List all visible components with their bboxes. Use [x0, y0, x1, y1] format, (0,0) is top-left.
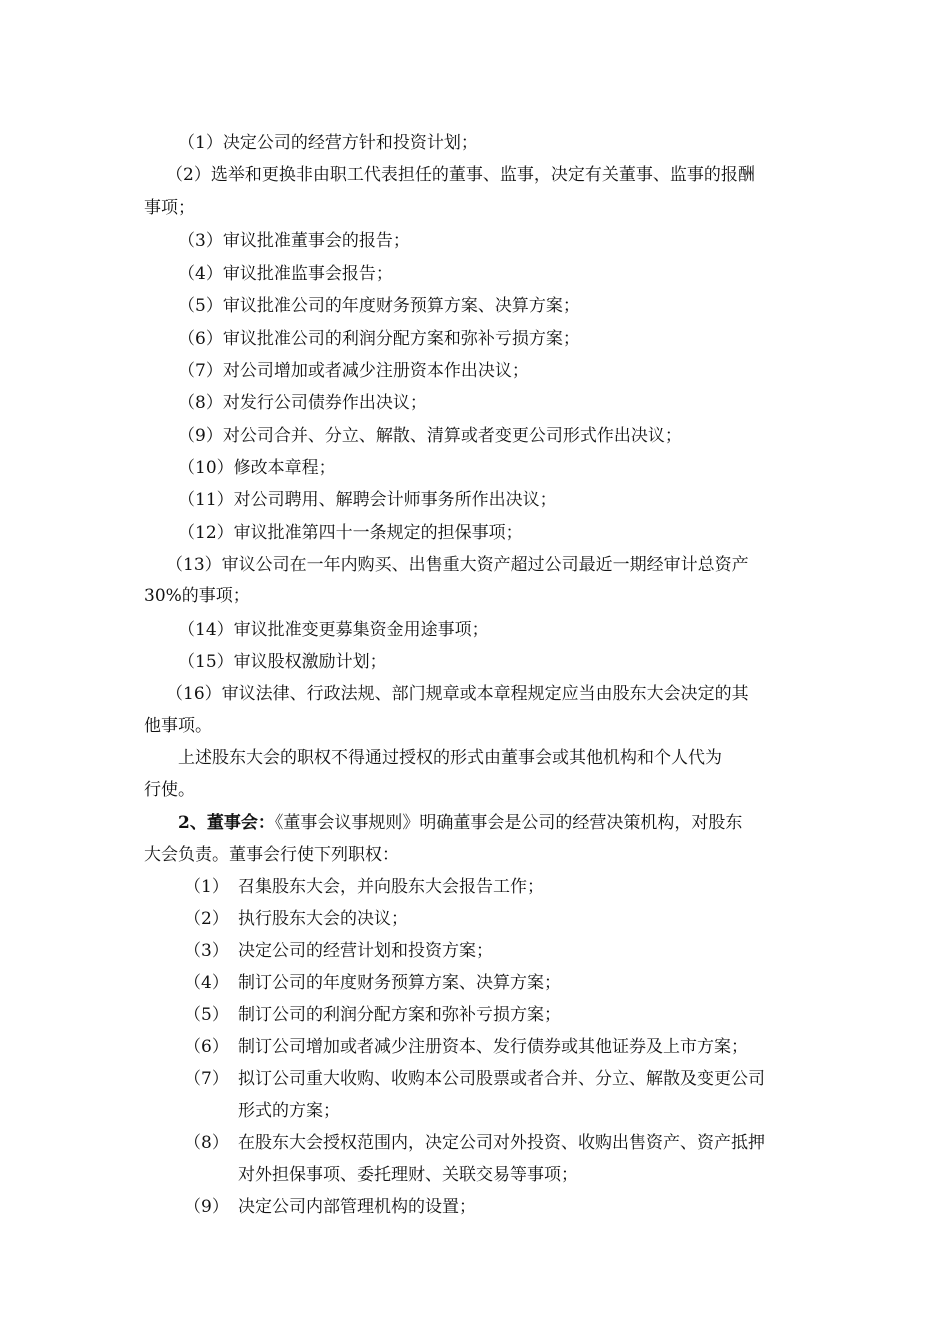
item-number: （3）: [184, 941, 229, 961]
item-text: 制订公司的年度财务预算方案、决算方案；: [238, 973, 561, 993]
item-text: 对外担保事项、委托理财、关联交易等事项；: [238, 1165, 578, 1185]
list-item: （16）审议法律、行政法规、部门规章或本章程规定应当由股东大会决定的其: [166, 684, 749, 704]
list-item: （9）对公司合并、分立、解散、清算或者变更公司形式作出决议；: [178, 426, 682, 446]
list-item-continuation: 30%的事项；: [144, 586, 250, 606]
list-item: （8）对发行公司债券作出决议；: [178, 393, 427, 413]
list-item: （14）审议批准变更募集资金用途事项；: [178, 620, 489, 640]
board-list-item: [184, 1131, 765, 1155]
board-intro-continuation: 大会负责。董事会行使下列职权：: [144, 845, 399, 865]
item-text: 形式的方案；: [238, 1101, 340, 1121]
item-number: （4）: [184, 973, 229, 993]
item-text: 制订公司的利润分配方案和弥补亏损方案；: [238, 1005, 561, 1025]
item-text: 决定公司的经营计划和投资方案；: [238, 941, 493, 961]
item-text: 执行股东大会的决议；: [238, 909, 408, 929]
item-text: 制订公司增加或者减少注册资本、发行债券或其他证券及上市方案；: [238, 1037, 748, 1057]
list-item: （11）对公司聘用、解聘会计师事务所作出决议；: [178, 490, 557, 510]
board-intro-text: 《董事会议事规则》明确董事会是公司的经营决策机构，对股东: [274, 813, 743, 833]
item-number: （8）: [184, 1133, 229, 1153]
board-list-item: [184, 875, 544, 899]
item-number: （5）: [184, 1005, 229, 1025]
board-list-item: [184, 907, 408, 931]
board-list-item: [184, 1195, 476, 1219]
board-list-item-continuation: [184, 1163, 578, 1187]
list-item: （7）对公司增加或者减少注册资本作出决议；: [178, 361, 529, 381]
item-number: （7）: [184, 1069, 229, 1089]
board-intro-paragraph: [178, 811, 742, 835]
list-item: （10）修改本章程；: [178, 458, 336, 478]
summary-paragraph-continuation: 行使。: [144, 780, 195, 800]
board-list-item: [184, 1067, 765, 1091]
list-item: （3）审议批准董事会的报告；: [178, 231, 410, 251]
list-item: （6）审议批准公司的利润分配方案和弥补亏损方案；: [178, 329, 580, 349]
item-number: （2）: [184, 909, 229, 929]
item-text: 召集股东大会，并向股东大会报告工作；: [238, 877, 544, 897]
board-list-item: [184, 939, 493, 963]
list-item: （12）审议批准第四十一条规定的担保事项；: [178, 523, 523, 543]
item-number: （9）: [184, 1197, 229, 1217]
list-item-continuation: 事项；: [144, 198, 195, 218]
summary-paragraph: 上述股东大会的职权不得通过授权的形式由董事会或其他机构和个人代为: [178, 748, 722, 768]
board-list-item: [184, 1035, 748, 1059]
list-item: （13）审议公司在一年内购买、出售重大资产超过公司最近一期经审计总资产: [166, 555, 749, 575]
list-item: （4）审议批准监事会报告；: [178, 264, 393, 284]
board-list-item: [184, 971, 561, 995]
item-number: （1）: [184, 877, 229, 897]
board-list-item: [184, 1003, 561, 1027]
item-text: 决定公司内部管理机构的设置；: [238, 1197, 476, 1217]
list-item: （5）审议批准公司的年度财务预算方案、决算方案；: [178, 296, 580, 316]
list-item: （15）审议股权激励计划；: [178, 652, 387, 672]
item-number: （6）: [184, 1037, 229, 1057]
section-heading: 2、董事会：: [178, 813, 275, 833]
board-list-item-continuation: [184, 1099, 340, 1123]
list-item: （1）决定公司的经营方针和投资计划；: [178, 133, 478, 153]
list-item-continuation: 他事项。: [144, 716, 212, 736]
item-text: 拟订公司重大收购、收购本公司股票或者合并、分立、解散及变更公司: [238, 1069, 765, 1089]
item-text: 在股东大会授权范围内，决定公司对外投资、收购出售资产、资产抵押: [238, 1133, 765, 1153]
list-item: （2）选举和更换非由职工代表担任的董事、监事，决定有关董事、监事的报酬: [166, 165, 755, 185]
